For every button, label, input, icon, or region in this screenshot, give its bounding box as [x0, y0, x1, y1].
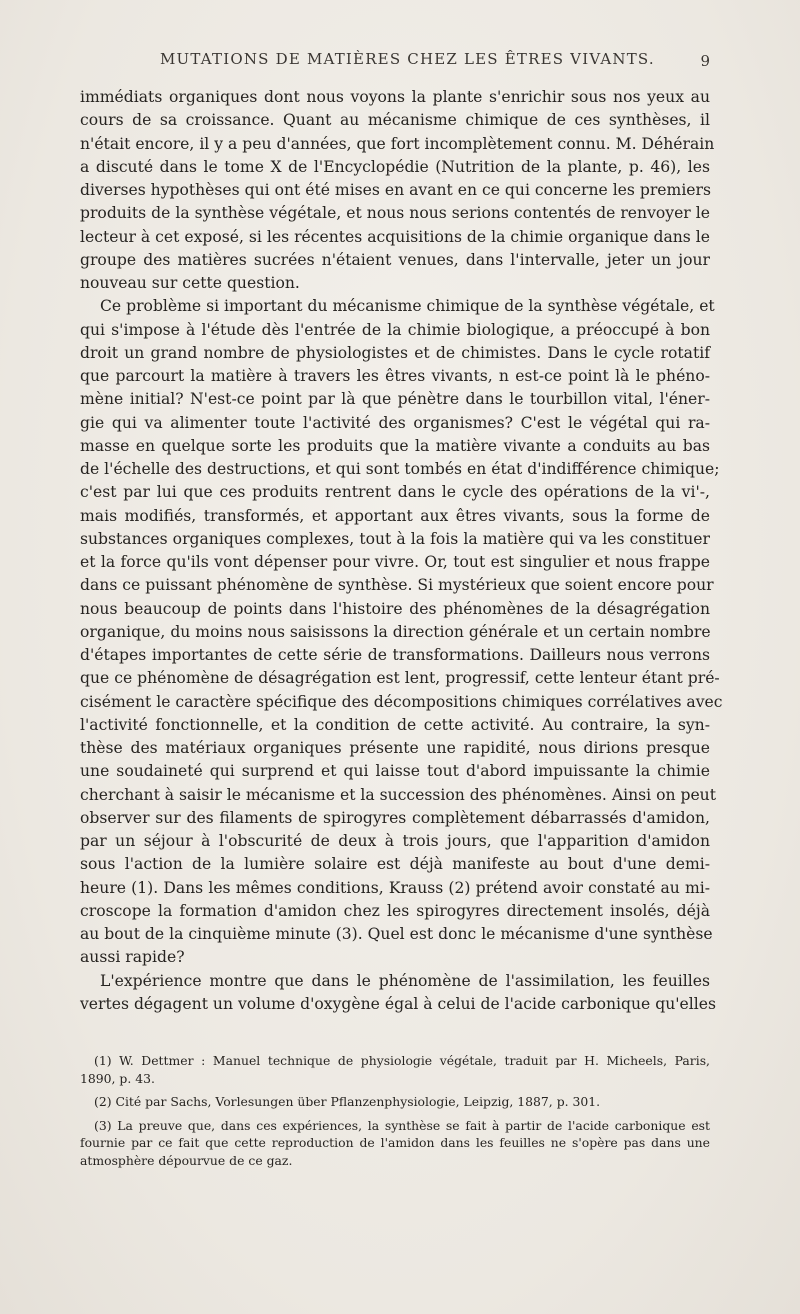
text-line: croscope la formation d'amidon chez les spirogyres directement insolés, déjà	[80, 901, 710, 920]
text-line: vertes dégagent un volume d'oxygène égal à celui de l'acide carbonique qu'elles	[80, 994, 716, 1013]
text-line: gie qui va alimenter toute l'activité des organismes? C'est le végétal qui ra-	[80, 413, 710, 432]
text-line: mais modifiés, transformés, et apportant aux êtres vivants, sous la forme de	[80, 506, 710, 525]
text-line: immédiats organiques dont nous voyons la plante s'enrichir sous nos yeux au	[80, 88, 710, 106]
text-line: sous l'action de la lumière solaire est déjà manifeste au bout d'une demi-	[80, 855, 710, 874]
text-line: que ce phénomène de désagrégation est lent, progressif, cette lenteur étant pré-	[80, 669, 720, 688]
footnote-3: (3) La preuve que, dans ces expériences, la synthèse se fait à partir de l'acide carbonique est	[94, 1117, 710, 1133]
text-line: que parcourt la matière à travers les êtres vivants, n est-ce point là le phéno-	[80, 367, 710, 385]
text-line: de l'échelle des destructions, et qui sont tombés en état d'indifférence chimique;	[80, 460, 720, 478]
text-line: droit un grand nombre de physiologistes et de chimistes. Dans le cycle rotatif	[80, 343, 710, 362]
footnote-2: (2) Cité par Sachs, Vorlesungen über Pflanzenphysiologie, Leipzig, 1887, p. 301.	[94, 1094, 601, 1109]
text-line: Ce problème si important du mécanisme chimique de la synthèse végétale, et	[100, 297, 715, 316]
body-text	[80, 86, 723, 1016]
text-line: mène initial? N'est-ce point par là que pénètre dans le tourbillon vital, l'éner-	[80, 390, 710, 409]
text-line: d'étapes importantes de cette série de transformations. Dailleurs nous verrons	[80, 646, 710, 664]
text-line: heure (1). Dans les mêmes conditions, Krauss (2) prétend avoir constaté au mi-	[80, 878, 710, 897]
text-line: produits de la synthèse végétale, et nous nous serions contentés de renvoyer le	[80, 204, 710, 223]
text-line: aussi rapide?	[80, 948, 185, 967]
text-line: a discuté dans le tome X de l'Encyclopédie (Nutrition de la plante, p. 46), les	[80, 157, 710, 176]
text-line: au bout de la cinquième minute (3). Quel est donc le mécanisme d'une synthèse	[80, 925, 713, 943]
text-line: qui s'impose à l'étude dès l'entrée de la chimie biologique, a préoccupé à bon	[80, 320, 710, 339]
text-line: L'expérience montre que dans le phénomène de l'assimilation, les feuilles	[100, 971, 710, 990]
text-line: cisément le caractère spécifique des décompositions chimiques corrélatives avec	[80, 692, 723, 711]
text-line: masse en quelque sorte les produits que la matière vivante a conduits au bas	[80, 436, 710, 455]
text-line: organique, du moins nous saisissons la direction générale et un certain nombre	[80, 622, 711, 641]
text-line: cherchant à saisir le mécanisme et la succession des phénomènes. Ainsi on peut	[80, 785, 716, 804]
footnote-1-continued: 1890, p. 43.	[80, 1070, 155, 1086]
text-line: et la force qu'ils vont dépenser pour vivre. Or, tout est singulier et nous frappe	[80, 553, 710, 571]
footnote-3-end: atmosphère dépourvue de ce gaz.	[80, 1152, 293, 1168]
text-line: dans ce puissant phénomène de synthèse. Si mystérieux que soient encore pour	[80, 576, 714, 595]
footnote-1: (1) W. Dettmer : Manuel technique de physiologie végétale, traduit par H. Micheels, Paris,	[94, 1053, 710, 1068]
running-header	[90, 50, 710, 80]
text-line: c'est par lui que ces produits rentrent dans le cycle des opérations de la vi'-,	[80, 483, 710, 502]
page-number: 9	[700, 52, 710, 70]
text-line: nous beaucoup de points dans l'histoire des phénomènes de la désagrégation	[80, 599, 710, 618]
text-line: lecteur à cet exposé, si les récentes acquisitions de la chimie organique dans le	[80, 227, 710, 246]
text-line: nouveau sur cette question.	[80, 274, 300, 292]
text-line: diverses hypothèses qui ont été mises en avant en ce qui concerne les premiers	[80, 181, 711, 199]
text-line: groupe des matières sucrées n'étaient venues, dans l'intervalle, jeter un jour	[80, 250, 710, 269]
text-line: par un séjour à l'obscurité de deux à trois jours, que l'apparition d'amidon	[80, 832, 710, 850]
footnote-3-continued: fournie par ce fait que cette reproduction de l'amidon dans les feuilles ne s'opère pas dans une	[80, 1135, 710, 1150]
text-line: une soudaineté qui surprend et qui laisse tout d'abord impuissante la chimie	[80, 762, 710, 781]
text-line: substances organiques complexes, tout à la fois la matière qui va les constituer	[80, 529, 710, 548]
text-line: thèse des matériaux organiques présente une rapidité, nous dirions presque	[80, 739, 710, 757]
text-line: l'activité fonctionnelle, et la condition de cette activité. Au contraire, la syn-	[80, 715, 710, 734]
footnotes	[80, 1052, 710, 1169]
text-line: observer sur des filaments de spirogyres complètement débarrassés d'amidon,	[80, 808, 710, 827]
running-title: MUTATIONS DE MATIÈRES CHEZ LES ÊTRES VIVANTS.	[160, 50, 655, 68]
text-line: cours de sa croissance. Quant au mécanisme chimique de ces synthèses, il	[80, 111, 710, 130]
text-line: n'était encore, il y a peu d'années, que fort incomplètement connu. M. Déhérain	[80, 134, 715, 153]
